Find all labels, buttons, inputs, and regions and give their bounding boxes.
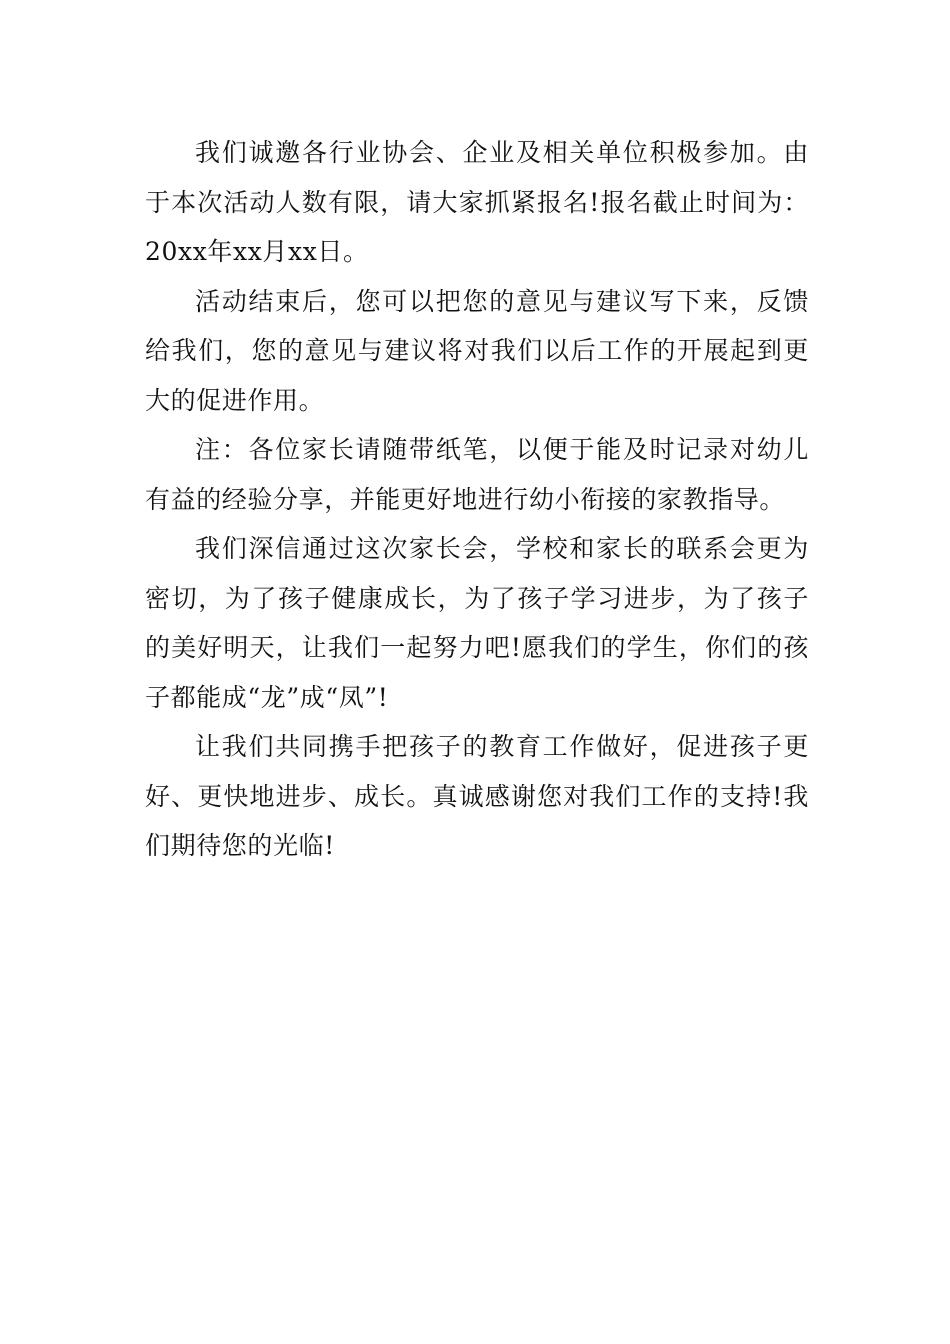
document-body — [145, 128, 809, 871]
paragraph-feedback: 活动结束后，您可以把您的意见与建议写下来，反馈给我们，您的意见与建议将对我们以后工作的开展起到更大的促进作用。 — [145, 286, 809, 415]
paragraph-closing: 让我们共同携手把孩子的教育工作做好，促进孩子更好、更快地进步、成长。真诚感谢您对我们工作的支持!我们期待您的光临! — [145, 732, 809, 860]
paragraph-registration: 我们诚邀各行业协会、企业及相关单位积极参加。由于本次活动人数有限，请大家抓紧报名!报名截止时间为：20xx年xx月xx日。 — [145, 138, 809, 266]
paragraph-cooperation: 我们深信通过这次家长会，学校和家长的联系会更为密切，为了孩子健康成长，为了孩子学习进步，为了孩子的美好明天，让我们一起努力吧!愿我们的学生，你们的孩子都能成“龙”成“凤”! — [145, 534, 809, 712]
paragraph-note: 注：各位家长请随带纸笔，以便于能及时记录对幼儿有益的经验分享，并能更好地进行幼小衔接的家教指导。 — [145, 435, 809, 514]
